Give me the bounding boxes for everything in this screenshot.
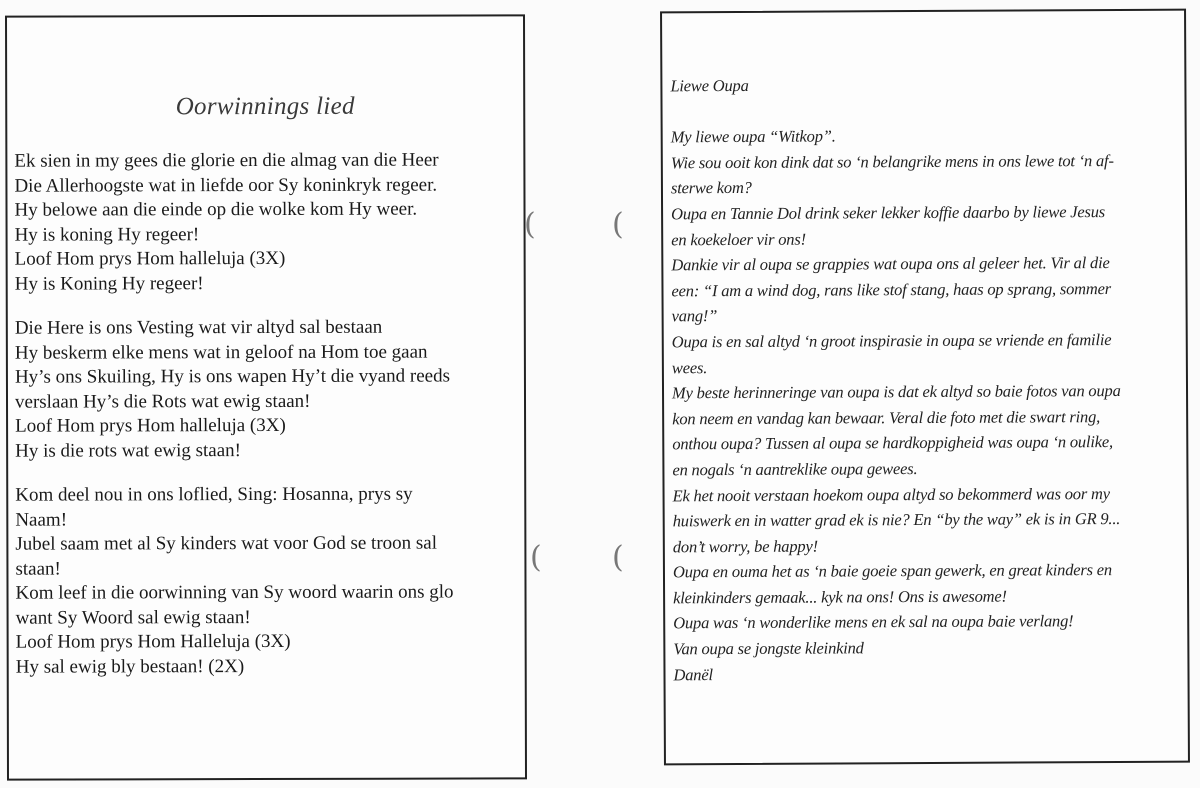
lyric-line: Hy is die rots wat ewig staan!: [15, 439, 242, 462]
letter-line: onthou oupa? Tussen al oupa se hardkoppigheid was oupa ‘n oulike,: [672, 432, 1113, 454]
letter-line: don’t worry, be happy!: [672, 536, 818, 557]
lyric-line: Hy is koning Hy regeer!: [14, 223, 200, 246]
song-title: Oorwinnings lied: [175, 92, 355, 121]
lyric-line: Jubel saam met al Sy kinders wat voor God se troon sal: [15, 532, 438, 555]
letter-line: Ek het nooit verstaan hoekom oupa altyd so bekommerd was oor my: [672, 483, 1110, 505]
letter-body: [670, 71, 1178, 688]
lyric-line: Loof Hom prys Hom Halleluja (3X): [15, 630, 291, 653]
letter-signature: Danël: [673, 664, 713, 684]
letter-line: kon neem en vandag kan bewaar. Veral die foto met die swart ring,: [672, 406, 1101, 429]
binding-hole-mark: (: [524, 207, 536, 242]
letter-line: Wie sou ooit kon dink dat so ‘n belangrike mens in ons lewe tot ‘n af-: [670, 150, 1114, 173]
lyric-line: verslaan Hy’s die Rots wat ewig staan!: [14, 390, 311, 413]
lyric-line: Hy is Koning Hy regeer!: [14, 272, 204, 295]
stanza-1: [14, 148, 514, 296]
binding-hole-mark: (: [612, 540, 624, 575]
lyric-line: Naam!: [15, 509, 68, 531]
lyric-line: Ek sien in my gees die glorie en die almag van die Heer: [14, 149, 439, 172]
letter-line: en koekeloer vir ons!: [671, 229, 806, 249]
lyric-line: Hy belowe aan die einde op die wolke kom Hy weer.: [14, 198, 418, 221]
lyric-line: Kom leef in die oorwinning van Sy woord waarin ons glo: [15, 581, 454, 604]
letter-line: een: “I am a wind dog, rans like stof stang, haas op sprang, sommer: [671, 278, 1111, 301]
lyric-line: Die Allerhoogste wat in liefde oor Sy koninkryk regeer.: [14, 174, 438, 197]
lyric-line: Loof Hom prys Hom halleluja (3X): [14, 247, 286, 270]
letter-line: Oupa was ‘n wonderlike mens en ek sal na oupa baie verlang!: [673, 611, 1074, 633]
letter-line: Dankie vir al oupa se grappies wat oupa ons al geleer het. Vir al die: [671, 253, 1110, 275]
stanza-2: [15, 315, 515, 463]
letter-line: kleinkinders gemaak... kyk na ons! Ons is awesome!: [673, 586, 1007, 608]
letter-line: My beste herinneringe van oupa is dat ek altyd so baie fotos van oupa: [671, 381, 1121, 403]
letter-line: huiswerk en in watter grad ek is nie? En “by the way” ek is in GR 9...: [672, 509, 1121, 531]
lyric-line: Hy sal ewig bly bestaan! (2X): [15, 655, 245, 678]
right-page: [660, 9, 1190, 766]
binding-hole-mark: (: [530, 540, 542, 575]
letter-line: en nogals ‘n aantreklike oupa gewees.: [672, 458, 918, 480]
letter-line: sterwe kom?: [670, 178, 752, 198]
letter-line: Oupa en Tannie Dol drink seker lekker koffie daarbo by liewe Jesus: [671, 202, 1106, 224]
left-page: [5, 14, 527, 780]
lyric-line: Loof Hom prys Hom halleluja (3X): [15, 414, 286, 437]
lyric-line: want Sy Woord sal ewig staan!: [15, 606, 251, 629]
binding-hole-mark: (: [612, 207, 624, 242]
letter-line: Oupa en ouma het as ‘n baie goeie span gewerk, en great kinders en: [672, 560, 1112, 582]
letter-greeting: Liewe Oupa: [670, 75, 749, 96]
letter-line: wees.: [671, 357, 708, 377]
stanza-3: [15, 482, 516, 679]
letter-line: vang!”: [671, 306, 718, 326]
lyric-line: Hy’s ons Skuiling, Hy is ons wapen Hy’t die vyand reeds: [14, 365, 451, 388]
letter-line: My liewe oupa “Witkop”.: [670, 126, 836, 147]
lyric-line: staan!: [15, 558, 61, 580]
lyric-line: Hy beskerm elke mens wat in geloof na Hom toe gaan: [14, 341, 428, 364]
lyric-line: Die Here is ons Vesting wat vir altyd sal bestaan: [14, 316, 383, 339]
lyric-line: Kom deel nou in ons loflied, Sing: Hosanna, prys sy: [15, 483, 413, 506]
letter-line: Oupa is en sal altyd ‘n groot inspirasie in oupa se vriende en familie: [671, 329, 1112, 352]
letter-line: Van oupa se jongste kleinkind: [673, 638, 864, 659]
